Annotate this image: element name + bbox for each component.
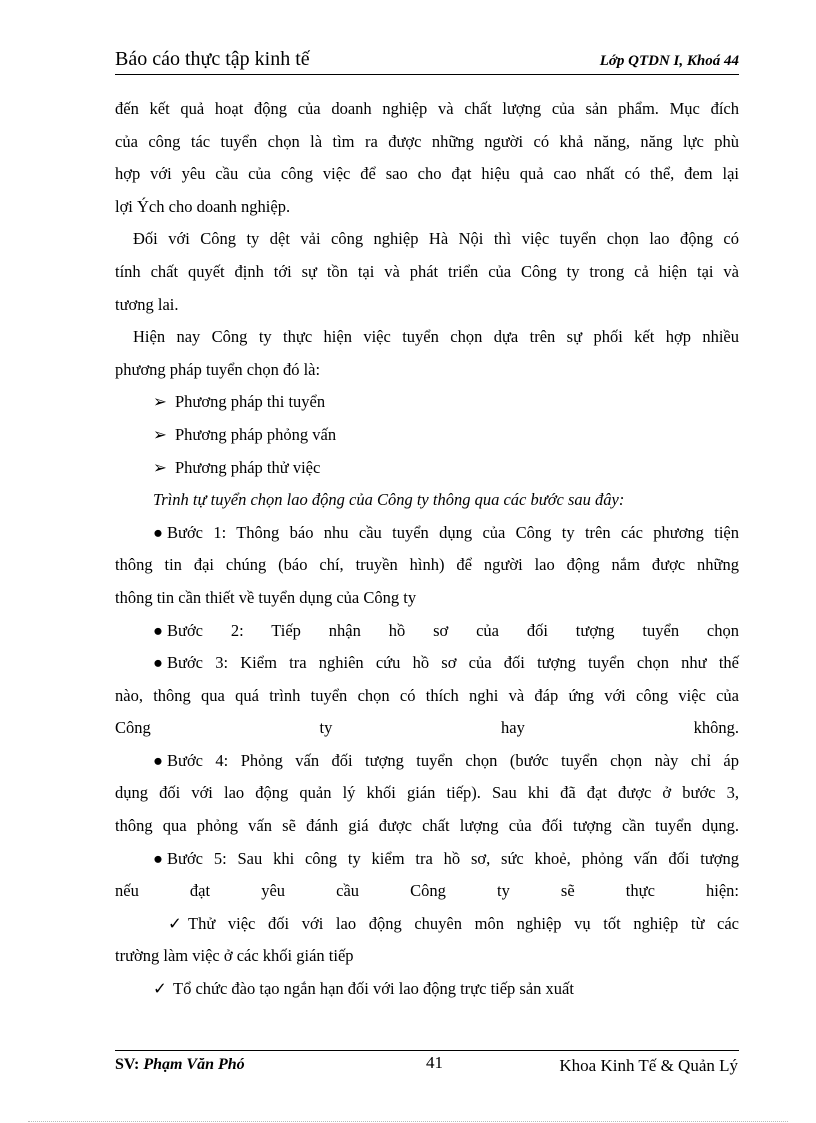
dot-bullet-icon: ● xyxy=(153,522,163,542)
method-label: Phương pháp phỏng vấn xyxy=(175,424,337,444)
check-item xyxy=(115,973,739,1006)
method-label: Phương pháp thi tuyển xyxy=(175,392,326,412)
student-name: Phạm Văn Phó xyxy=(143,1056,245,1073)
step-line xyxy=(115,843,739,876)
dot-bullet-icon: ● xyxy=(153,620,163,640)
paragraph-line: nào, thông qua quá trình tuyển chọn có thích nghi và đáp ứng với công việc của xyxy=(115,685,739,705)
list-item xyxy=(115,452,739,485)
paragraph-line: thông tin cần thiết về tuyển dụng của Công ty xyxy=(115,587,417,607)
paragraph-line: Đối với Công ty dệt vải công nghiệp Hà Nội thì việc tuyển chọn lao động có xyxy=(133,229,739,249)
steps-intro: Trình tự tuyển chọn lao động của Công ty thông qua các bước sau đây: xyxy=(153,490,625,510)
page-edge-divider xyxy=(28,1121,788,1122)
step-text: Bước 3: Kiểm tra nghiên cứu hồ sơ của đối tượng tuyển chọn như thế xyxy=(167,653,739,673)
footer-divider xyxy=(115,1050,739,1051)
dot-bullet-icon: ● xyxy=(153,750,163,770)
paragraph-line: dụng đối với lao động quản lý khối gián tiếp). Sau khi đã đạt được ở bước 3, xyxy=(115,783,739,803)
check-item xyxy=(115,908,739,941)
page-number: 41 xyxy=(426,1053,443,1072)
paragraph-line: tương lai. xyxy=(115,294,179,314)
step-text: Bước 2: Tiếp nhận hồ sơ của đối tượng tuyển chọn xyxy=(167,620,739,640)
step-line xyxy=(115,517,739,550)
page-header xyxy=(115,48,739,75)
step-text: Bước 4: Phỏng vấn đối tượng tuyển chọn (bước tuyển chọn này chỉ áp xyxy=(167,750,739,770)
paragraph-line: nếu đạt yêu cầu Công ty sẽ thực hiện: xyxy=(115,881,739,901)
paragraph-line: tính chất quyết định tới sự tồn tại và phát triển của Công ty trong cả hiện tại và xyxy=(115,261,739,281)
report-title: Báo cáo thực tập kinh tế xyxy=(115,48,310,70)
paragraph-line: hợp với yêu cầu của công việc để sao cho đạt hiệu quả cao nhất có thể, đem lại xyxy=(115,164,739,184)
arrow-bullet-icon: ➢ xyxy=(153,457,167,477)
arrow-bullet-icon: ➢ xyxy=(153,424,167,444)
paragraph-line: lợi Ých cho doanh nghiệp. xyxy=(115,196,291,216)
step-line xyxy=(115,615,739,648)
paragraph-line: Công ty hay không. xyxy=(115,718,739,738)
step-line xyxy=(115,647,739,680)
paragraph-line: đến kết quả hoạt động của doanh nghiệp và chất lượng của sản phẩm. Mục đích xyxy=(115,99,739,118)
step-text: Bước 5: Sau khi công ty kiểm tra hồ sơ, sức khoẻ, phỏng vấn đối tượng xyxy=(167,848,739,868)
dot-bullet-icon: ● xyxy=(153,848,163,868)
list-item xyxy=(115,386,739,419)
check-icon: ✓ xyxy=(168,913,182,933)
step-line xyxy=(115,745,739,778)
paragraph-line: phương pháp tuyển chọn đó là: xyxy=(115,359,321,379)
student-credit xyxy=(115,1056,245,1074)
paragraph-line: Hiện nay Công ty thực hiện việc tuyển chọn dựa trên sự phối kết hợp nhiều xyxy=(133,327,739,347)
check-icon: ✓ xyxy=(153,979,167,999)
check-text: Tổ chức đào tạo ngắn hạn đối với lao động trực tiếp sản xuất xyxy=(173,979,574,999)
check-text: Thử việc đối với lao động chuyên môn nghiệp vụ tốt nghiệp từ các xyxy=(188,913,739,933)
dot-bullet-icon: ● xyxy=(153,653,163,673)
paragraph-line: của công tác tuyển chọn là tìm ra được những người có khả năng, năng lực phù xyxy=(115,131,739,151)
document-body xyxy=(115,93,739,1006)
step-text: Bước 1: Thông báo nhu cầu tuyển dụng của Công ty trên các phương tiện xyxy=(167,522,739,542)
class-info: Lớp QTDN I, Khoá 44 xyxy=(599,53,739,69)
list-item xyxy=(115,419,739,452)
arrow-bullet-icon: ➢ xyxy=(153,392,167,412)
paragraph-line: trường làm việc ở các khối gián tiếp xyxy=(115,946,354,966)
faculty-name: Khoa Kinh Tế & Quản Lý xyxy=(559,1056,738,1075)
paragraph-line: thông tin đại chúng (báo chí, truyền hình) để người lao động nắm được những xyxy=(115,555,739,575)
paragraph-line: thông qua phỏng vấn sẽ đánh giá được chất lượng của đối tượng cần tuyển dụng. xyxy=(115,816,739,836)
method-label: Phương pháp thử việc xyxy=(175,457,321,477)
student-label: SV: xyxy=(115,1056,140,1073)
